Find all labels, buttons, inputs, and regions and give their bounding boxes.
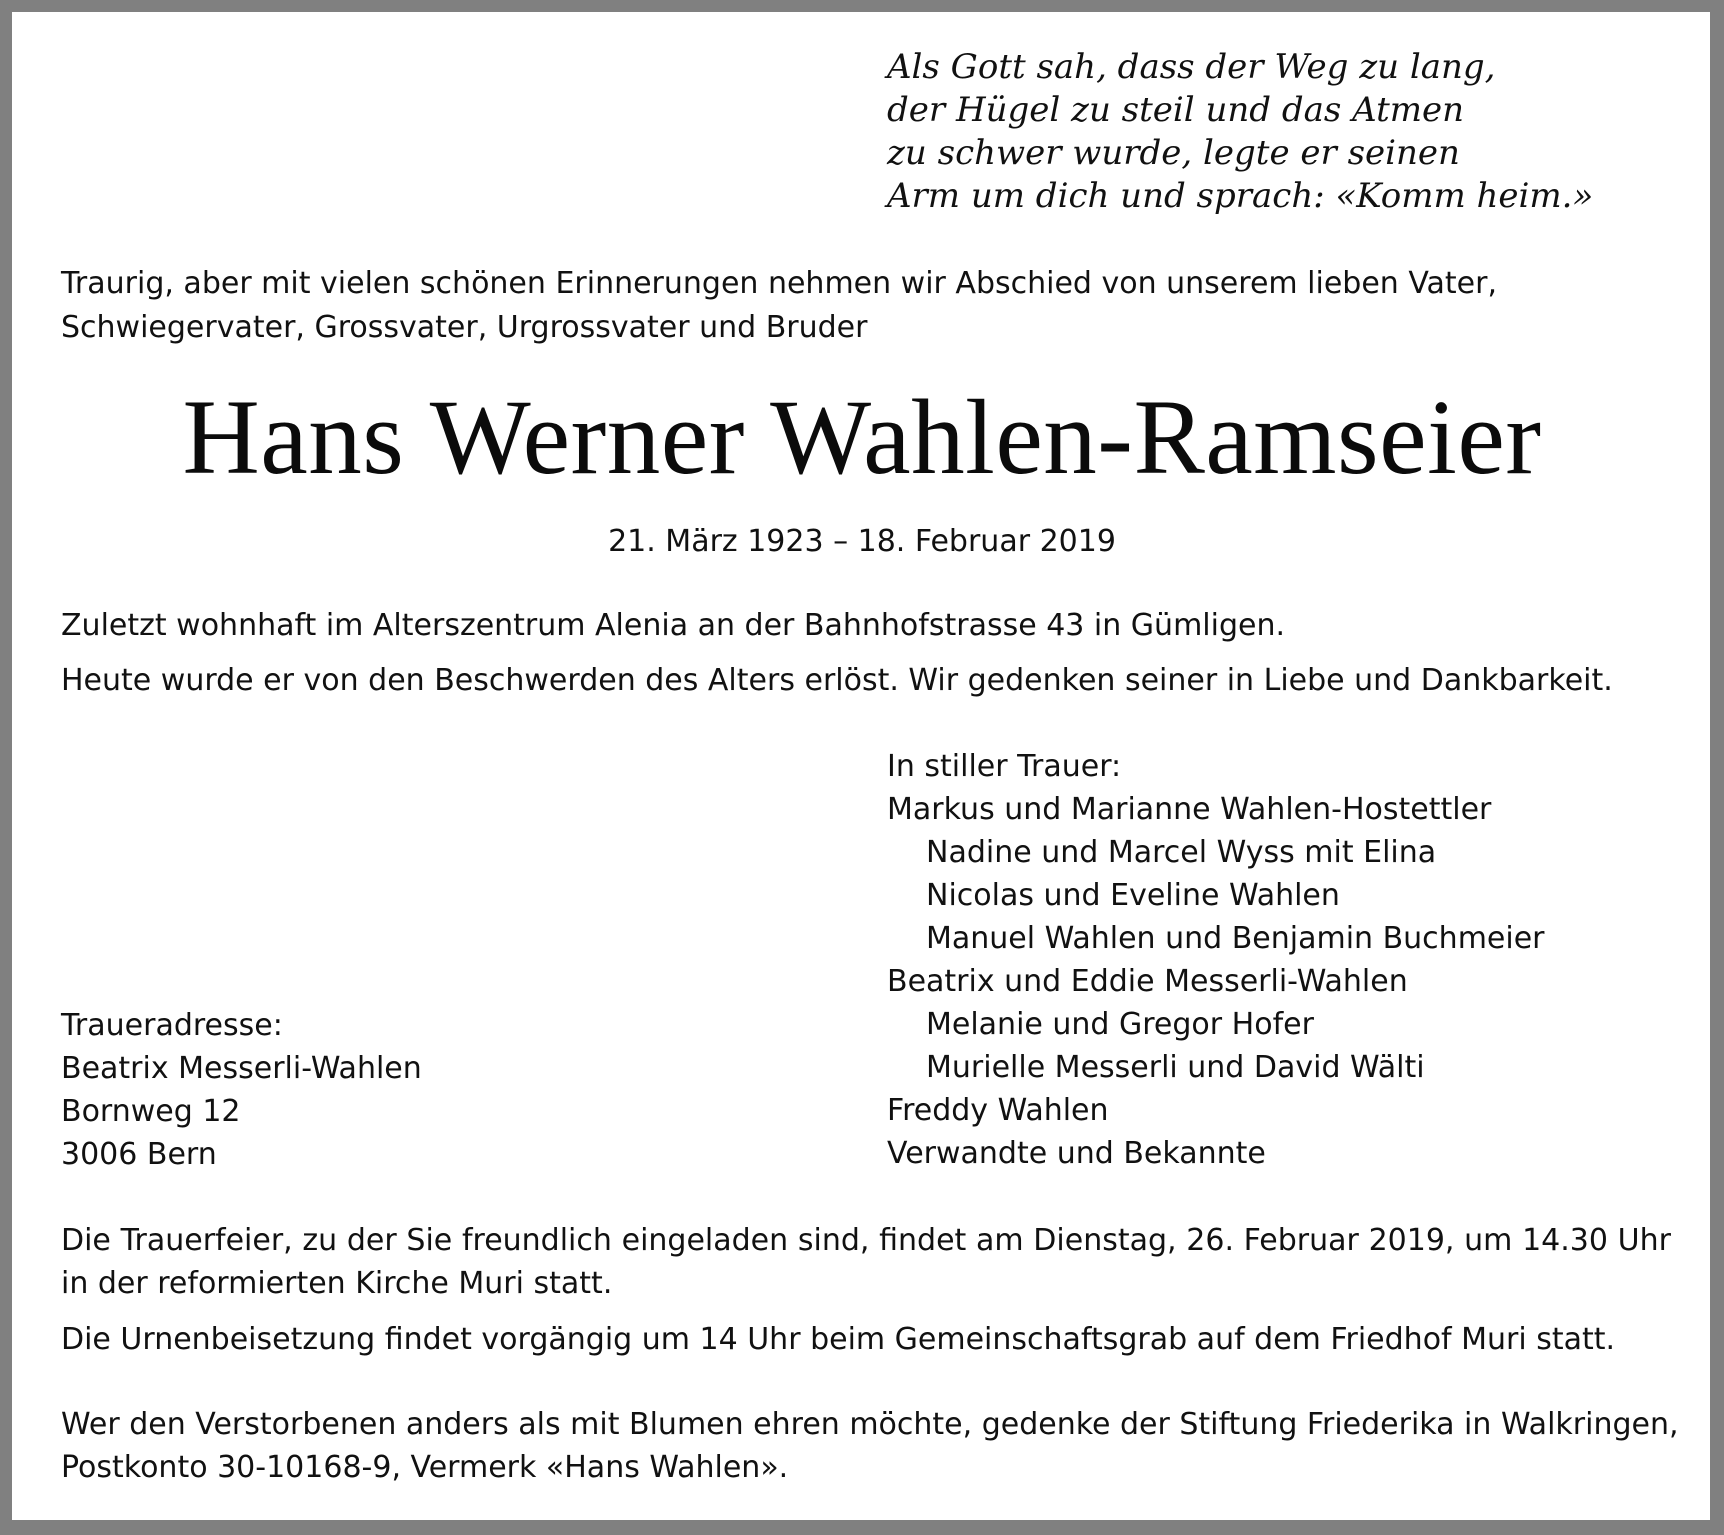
poem (887, 46, 1647, 218)
urn-burial-text: Die Urnenbeisetzung findet vorgängig um 14 Uhr beim Gemeinschaftsgrab auf dem Friedhof Muri statt. (61, 1322, 1616, 1357)
donation-line: Postkonto 30-10168-9, Vermerk «Hans Wahlen». (61, 1450, 789, 1485)
mourner-entry: Markus und Marianne Wahlen-Hostettler (887, 792, 1492, 827)
address-line: Beatrix Messerli-Wahlen (61, 1051, 422, 1086)
life-dates: 21. März 1923 – 18. Februar 2019 (608, 524, 1116, 559)
mourner-entry: Nadine und Marcel Wyss mit Elina (926, 835, 1437, 870)
address-line: 3006 Bern (61, 1137, 217, 1172)
mourning-address (61, 1004, 761, 1176)
donation-line: Wer den Verstorbenen anders als mit Blumen ehren möchte, gedenke der Stiftung Friederika in Walkringen, (61, 1407, 1679, 1442)
intro-text: Traurig, aber mit vielen schönen Erinnerungen nehmen wir Abschied von unserem lieben Vater, Schwiegervater, Grossvater, Urgrossvater und Bruder (61, 266, 1498, 345)
mourner-entry: Murielle Messerli und David Wälti (926, 1050, 1425, 1085)
mourners-list (887, 745, 1667, 1175)
donation-text (61, 1403, 1679, 1489)
deceased-name: Hans Werner Wahlen-Ramseier (182, 379, 1542, 497)
residence-text: Zuletzt wohnhaft im Alterszentrum Alenia an der Bahnhofstrasse 43 in Gümligen. (61, 608, 1286, 643)
poem-line: Als Gott sah, dass der Weg zu lang, (887, 47, 1496, 87)
mourner-entry: Freddy Wahlen (887, 1093, 1109, 1128)
poem-line: der Hügel zu steil und das Atmen (887, 90, 1465, 130)
mourner-entry: Manuel Wahlen und Benjamin Buchmeier (926, 921, 1545, 956)
mourners-heading: In stiller Trauer: (887, 749, 1122, 784)
mourner-entry: Melanie und Gregor Hofer (926, 1007, 1314, 1042)
poem-line: zu schwer wurde, legte er seinen (887, 133, 1460, 173)
address-line: Bornweg 12 (61, 1094, 241, 1129)
mourner-entry: Verwandte und Bekannte (887, 1136, 1266, 1171)
mourner-entry: Nicolas und Eveline Wahlen (926, 878, 1340, 913)
poem-line: Arm um dich und sprach: «Komm heim.» (887, 176, 1594, 216)
address-heading: Traueradresse: (61, 1008, 283, 1043)
release-text: Heute wurde er von den Beschwerden des Alters erlöst. Wir gedenken seiner in Liebe und Dankbarkeit. (61, 663, 1613, 698)
ceremony-text: Die Trauerfeier, zu der Sie freundlich eingeladen sind, findet am Dienstag, 26. Februar 2019, um 14.30 Uhr in der reformierten Kirche Muri statt. (61, 1223, 1671, 1301)
mourner-entry: Beatrix und Eddie Messerli-Wahlen (887, 964, 1408, 999)
